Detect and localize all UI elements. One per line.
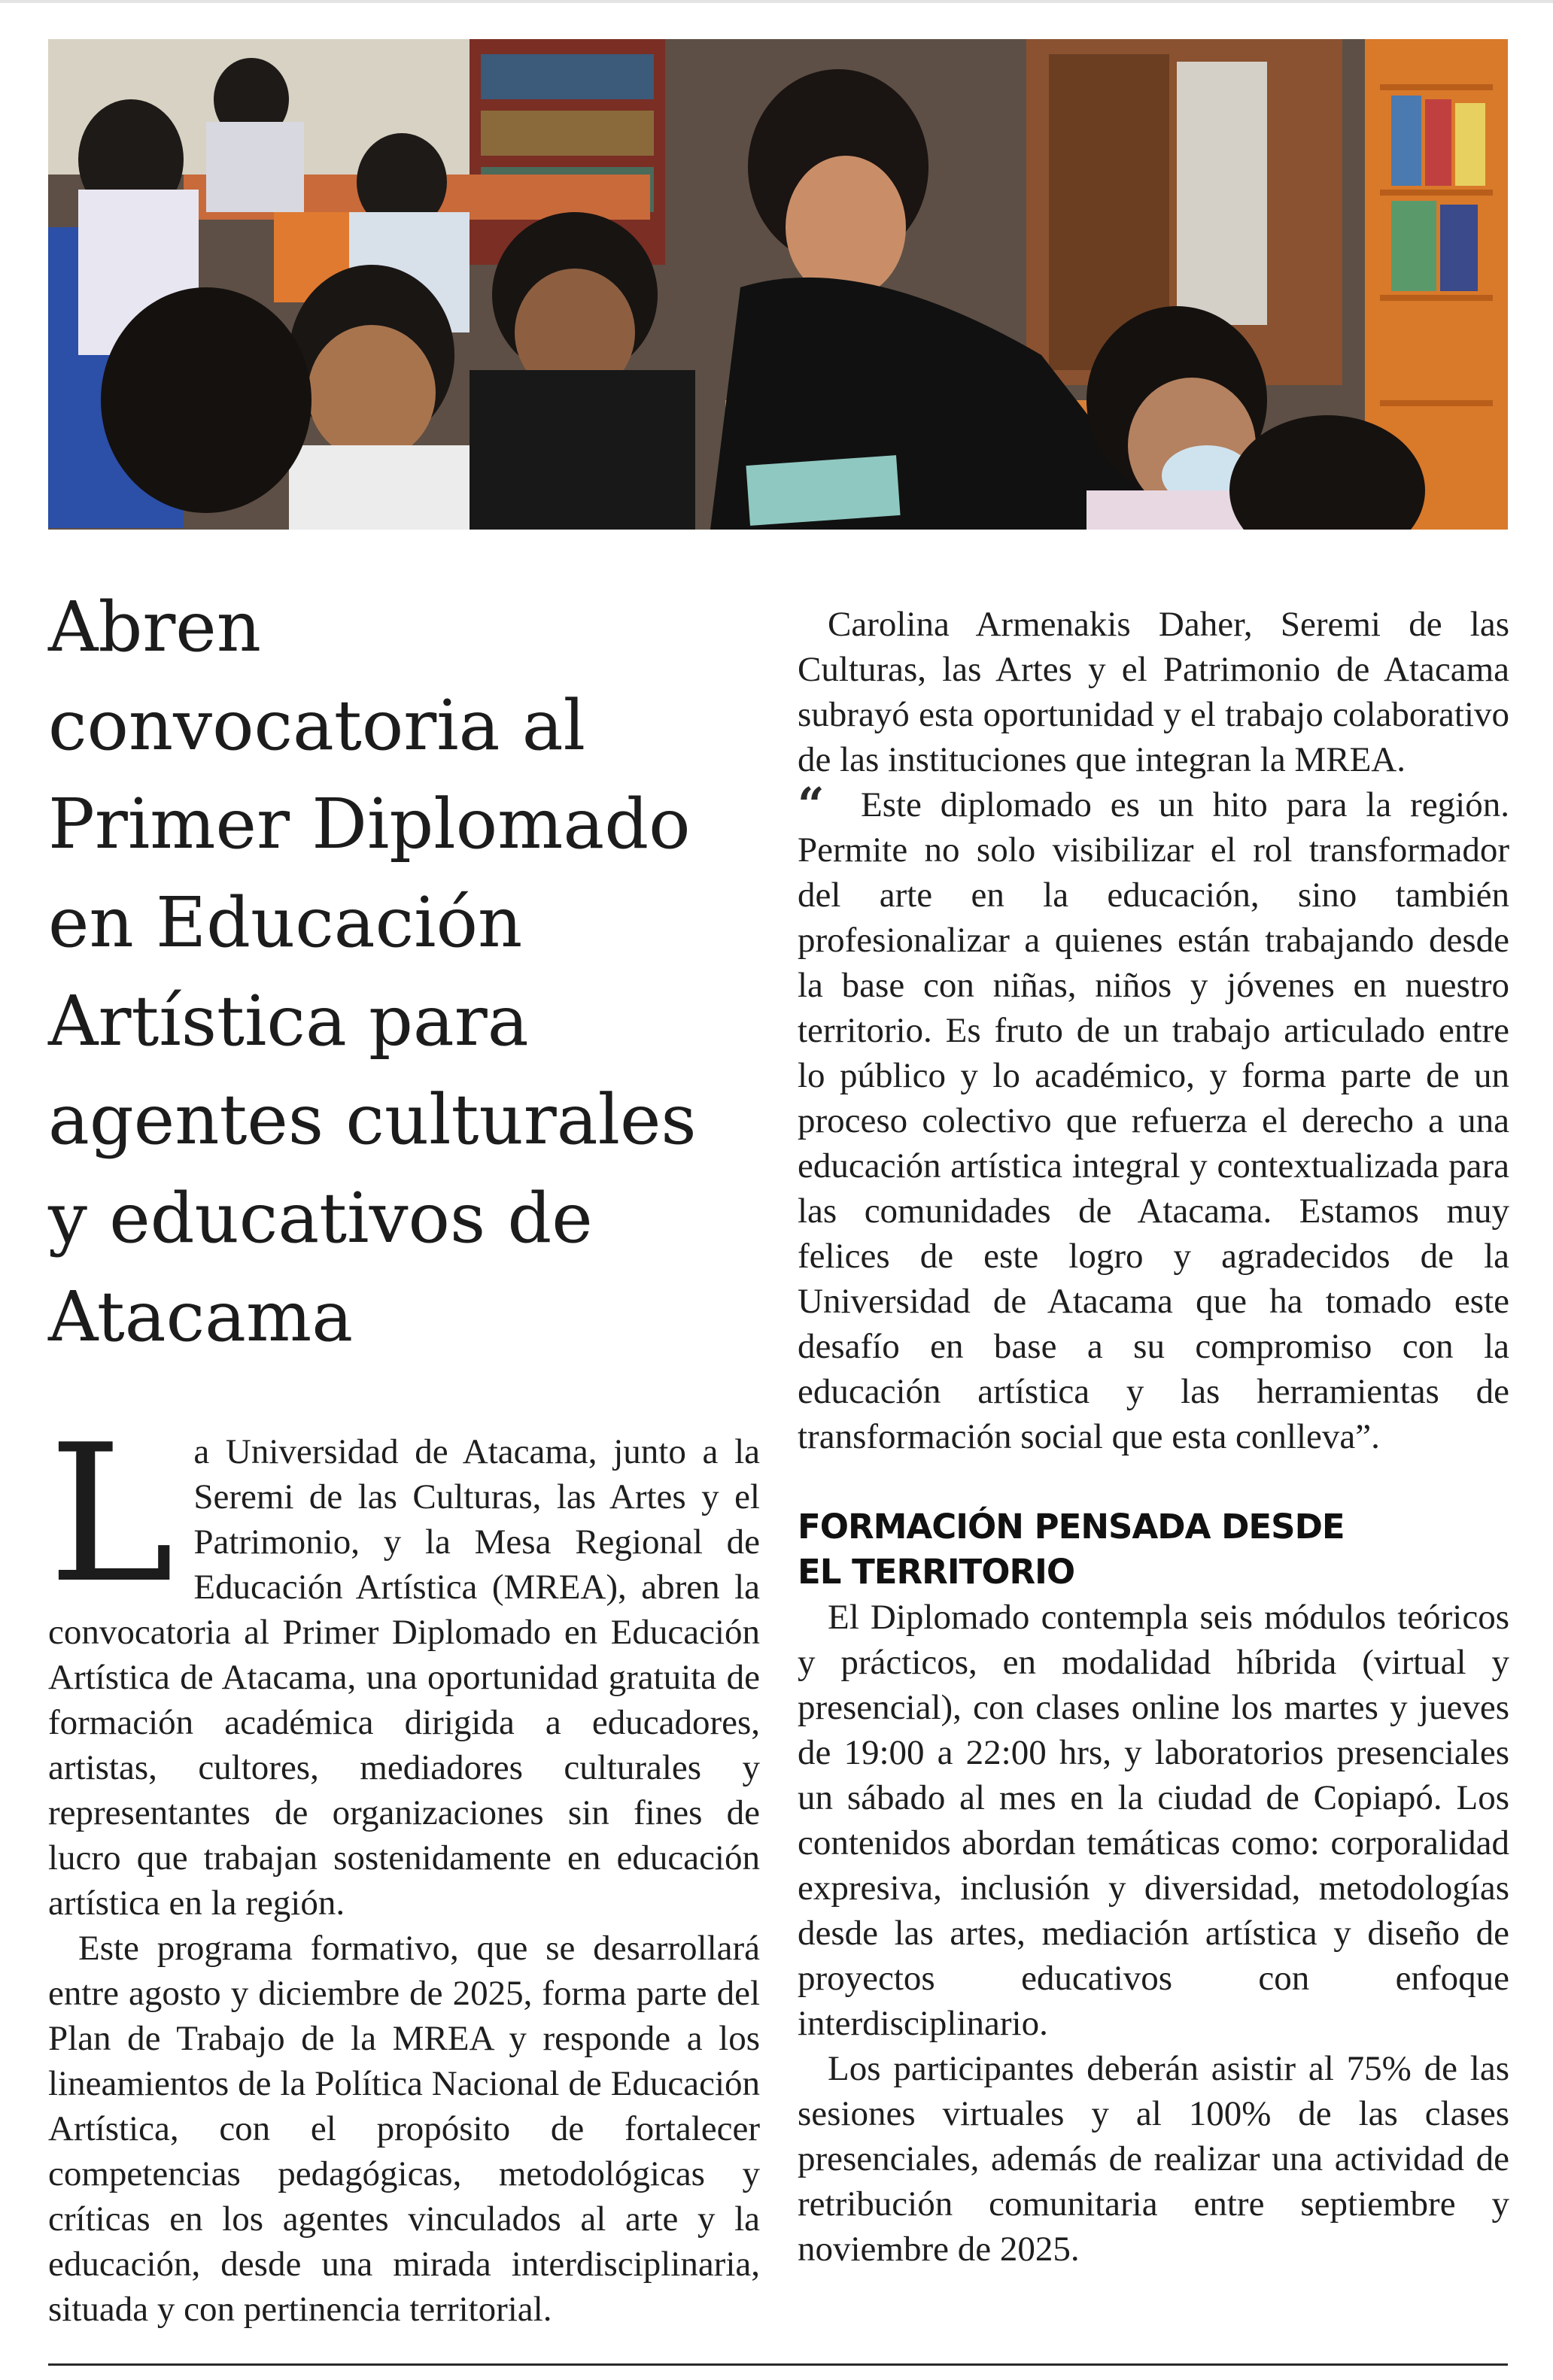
headline-line: agentes culturales [48, 1079, 697, 1160]
paragraph-modules: El Diplomado contempla seis módulos teóricos y prácticos, en modalidad híbrida (virtual y presencial), con clases online los martes y jueves de 19:00 a 22:00 hrs, y laboratorios presenciales un sábado al mes en la ciudad de Copiapó. Los contenidos abordan temáticas como: corporalidad expresiva, inclusión y diversidad, metodologías desde las artes, mediación artística y diseño de proyectos educativos con enfoque interdisciplinario. [798, 1598, 1509, 2043]
headline-line: Atacama [48, 1277, 354, 1357]
drop-cap: L [48, 1404, 175, 1625]
left-column [48, 1404, 760, 2332]
section-subhead [798, 1504, 1509, 1595]
top-rule [0, 0, 1553, 3]
right-column [798, 602, 1509, 2272]
headline-line: convocatoria al [48, 685, 586, 766]
classroom-photo [48, 39, 1508, 530]
bottom-rule [48, 2363, 1508, 2366]
subhead-line: EL TERRITORIO [798, 1552, 1075, 1592]
photo-illustration [48, 39, 1508, 530]
headline-line: y educativos de [48, 1178, 593, 1258]
paragraph-intro-text: a Universidad de Atacama, junto a la Seremi de las Culturas, las Artes y el Patrimonio, y la Mesa Regional de Educación Artística (MREA), abren la convocatoria al Primer Diplomado en Educación Artística de Atacama, una oportunidad gratuita de formación académica dirigida a educadores, artistas, cultores, mediadores culturales y representantes de organizaciones sin fines de lucro que trabajan sostenidamente en educación artística en la región. [48, 1432, 760, 1923]
quote-mark-icon: “ [798, 777, 825, 832]
article-headline [48, 578, 770, 1366]
paragraph-attendance: Los participantes deberán asistir al 75% de las sesiones virtuales y al 100% de las clases presenciales, además de realizar una actividad de retribución comunitaria entre septiembre y noviembre de 2025. [798, 2049, 1509, 2269]
paragraph-program: Este programa formativo, que se desarrollará entre agosto y diciembre de 2025, forma parte del Plan de Trabajo de la MREA y responde a los lineamientos de la Política Nacional de Educación Artística, con el propósito de fortalecer competencias pedagógicas, metodológicas y críticas en los agentes vinculados al arte y la educación, desde una mirada interdisciplinaria, situada y con pertinencia territorial. [48, 1929, 760, 2329]
quote-text: Este diplomado es un hito para la región. Permite no solo visibilizar el rol transformador del arte en la educación, sino también profesionalizar a quienes están trabajando desde la base con niñas, niños y jóvenes en nuestro territorio. Es fruto de un trabajo articulado entre lo público y lo académico, y forma parte de un proceso colectivo que refuerza el derecho a una educación artística integral y contextualizada para las comunidades de Atacama. Estamos muy felices de este logro y agradecidos de la Universidad de Atacama que ha tomado este desafío en base a su compromiso con la educación artística y las herramientas de transformación social que esta conlleva”. [798, 785, 1509, 1456]
headline-line: en Educación [48, 882, 523, 963]
headline-line: Primer Diplomado [48, 784, 691, 864]
subhead-line: FORMACIÓN PENSADA DESDE [798, 1507, 1345, 1547]
quote-paragraph [798, 777, 1509, 1459]
headline-line: Abren [48, 587, 262, 667]
paragraph-intro [48, 1404, 760, 1926]
headline-line: Artística para [48, 981, 529, 1061]
paragraph-seremi: Carolina Armenakis Daher, Seremi de las Culturas, las Artes y el Patrimonio de Atacama subrayó esta oportunidad y el trabajo colaborativo de las instituciones que integran la MREA. [798, 605, 1509, 779]
